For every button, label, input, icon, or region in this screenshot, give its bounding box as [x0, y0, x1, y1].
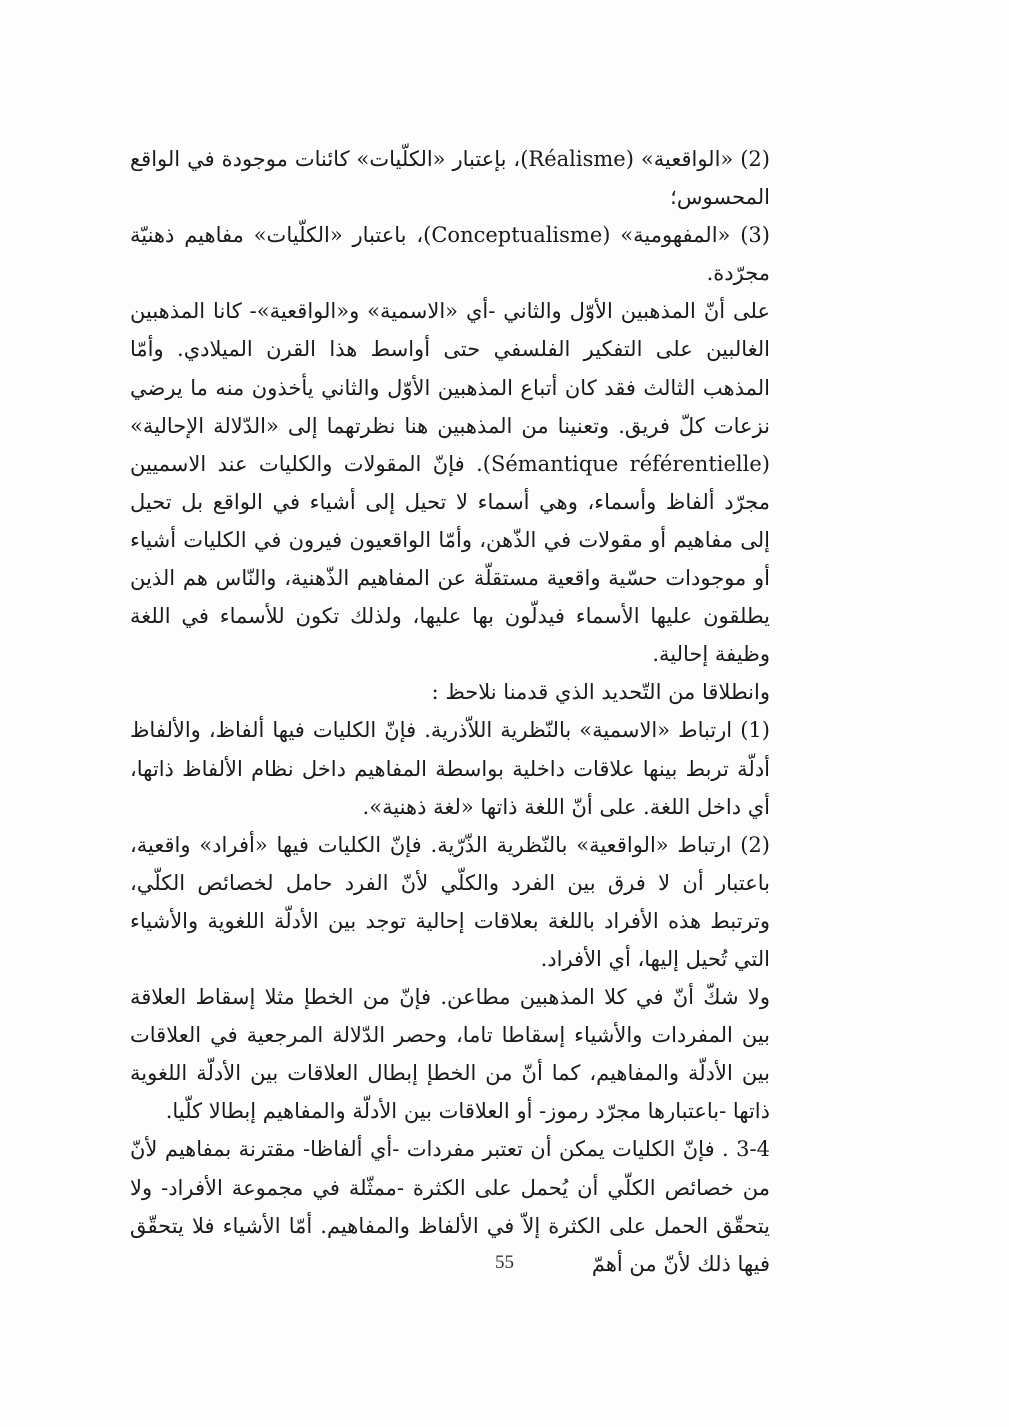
paragraph-observation-intro: وانطلاقا من التّحديد الذي قدمنا نلاحظ :: [431, 680, 770, 705]
paragraph-section-3-4: 3-4 . فإنّ الكليات يمكن أن تعتبر مفردات -أي ألفاظا- مقترنة بمفاهيم لأنّ من خصائص الكلّي أن يُحمل على الكثرة -ممثّلة في مجموعة الأفراد- ولا يتحقّق الحمل على الكثرة إلاّ في الألفاظ والمفاهيم. أمّا الأشياء فلا يتحقّق فيها ذلك لأنّ من أهمّ: [130, 1137, 771, 1276]
paragraph-conceptualism: (3) «المفهومية» (Conceptualisme)، باعتبار «الكلّيات» مفاهيم ذهنيّة مجرّدة.: [130, 223, 770, 286]
paragraph-realism: (2) «الواقعية» (Réalisme)، بإعتبار «الكلّيات» كائنات موجودة في الواقع المحسوس؛: [130, 147, 770, 210]
paragraph-nominalism-link: (1) ارتباط «الاسمية» بالنّظرية اللاّذرية. فإنّ الكليات فيها ألفاظ، والألفاظ أدلّة تربط بينها علاقات داخلية بواسطة المفاهيم داخل نظام الألفاظ ذاتها، أي داخل اللغة. على أنّ اللغة ذاتها «لغة ذهنية».: [130, 718, 770, 819]
body-text: [130, 140, 770, 1283]
paragraph-realism-link: (2) ارتباط «الواقعية» بالنّظرية الذّرّية. فإنّ الكليات فيها «أفراد» واقعية، باعتبار أن لا فرق بين الفرد والكلّي لأنّ الفرد حامل لخصائص الكلّي، وترتبط هذه الأفراد باللغة بعلاقات إحالية توجد بين الأدلّة اللغوية والأشياء التي تُحيل إليها، أي الأفراد.: [130, 832, 770, 971]
paragraph-critique: ولا شكّ أنّ في كلا المذهبين مطاعن. فإنّ من الخطإ مثلا إسقاط العلاقة بين المفردات والأشياء إسقاطا تاما، وحصر الدّلالة المرجعية في العلاقات بين الأدلّة والمفاهيم، كما أنّ من الخطإ إبطال العلاقات بين الأدلّة اللغوية ذاتها -باعتبارها مجرّد رموز- أو العلاقات بين الأدلّة والمفاهيم إبطالا كلّيا.: [130, 985, 770, 1124]
page-number: 55: [495, 1252, 514, 1273]
paragraph-dominant-doctrines: على أنّ المذهبين الأوّل والثاني -أي «الاسمية» و«الواقعية»- كانا المذهبين الغالبين على التفكير الفلسفي حتى أواسط هذا القرن الميلادي. وأمّا المذهب الثالث فقد كان أتباع المذهبين الأوّل والثاني يأخذون منه ما يرضي نزعات كلّ فريق. وتعنينا من المذهبين هنا نظرتهما إلى «الدّلالة الإحالية» (Sémantique référentielle). فإنّ المقولات والكليات عند الاسميين مجرّد ألفاظ وأسماء، وهي أسماء لا تحيل إلى أشياء في الواقع بل تحيل إلى مفاهيم أو مقولات في الذّهن، وأمّا الواقعيون فيرون في الكليات أشياء أو موجودات حسّية واقعية مستقلّة عن المفاهيم الذّهنية، والنّاس هم الذين يطلقون عليها الأسماء فيدلّون بها عليها، ولذلك تكون للأسماء في اللغة وظيفة إحالية.: [130, 299, 770, 667]
